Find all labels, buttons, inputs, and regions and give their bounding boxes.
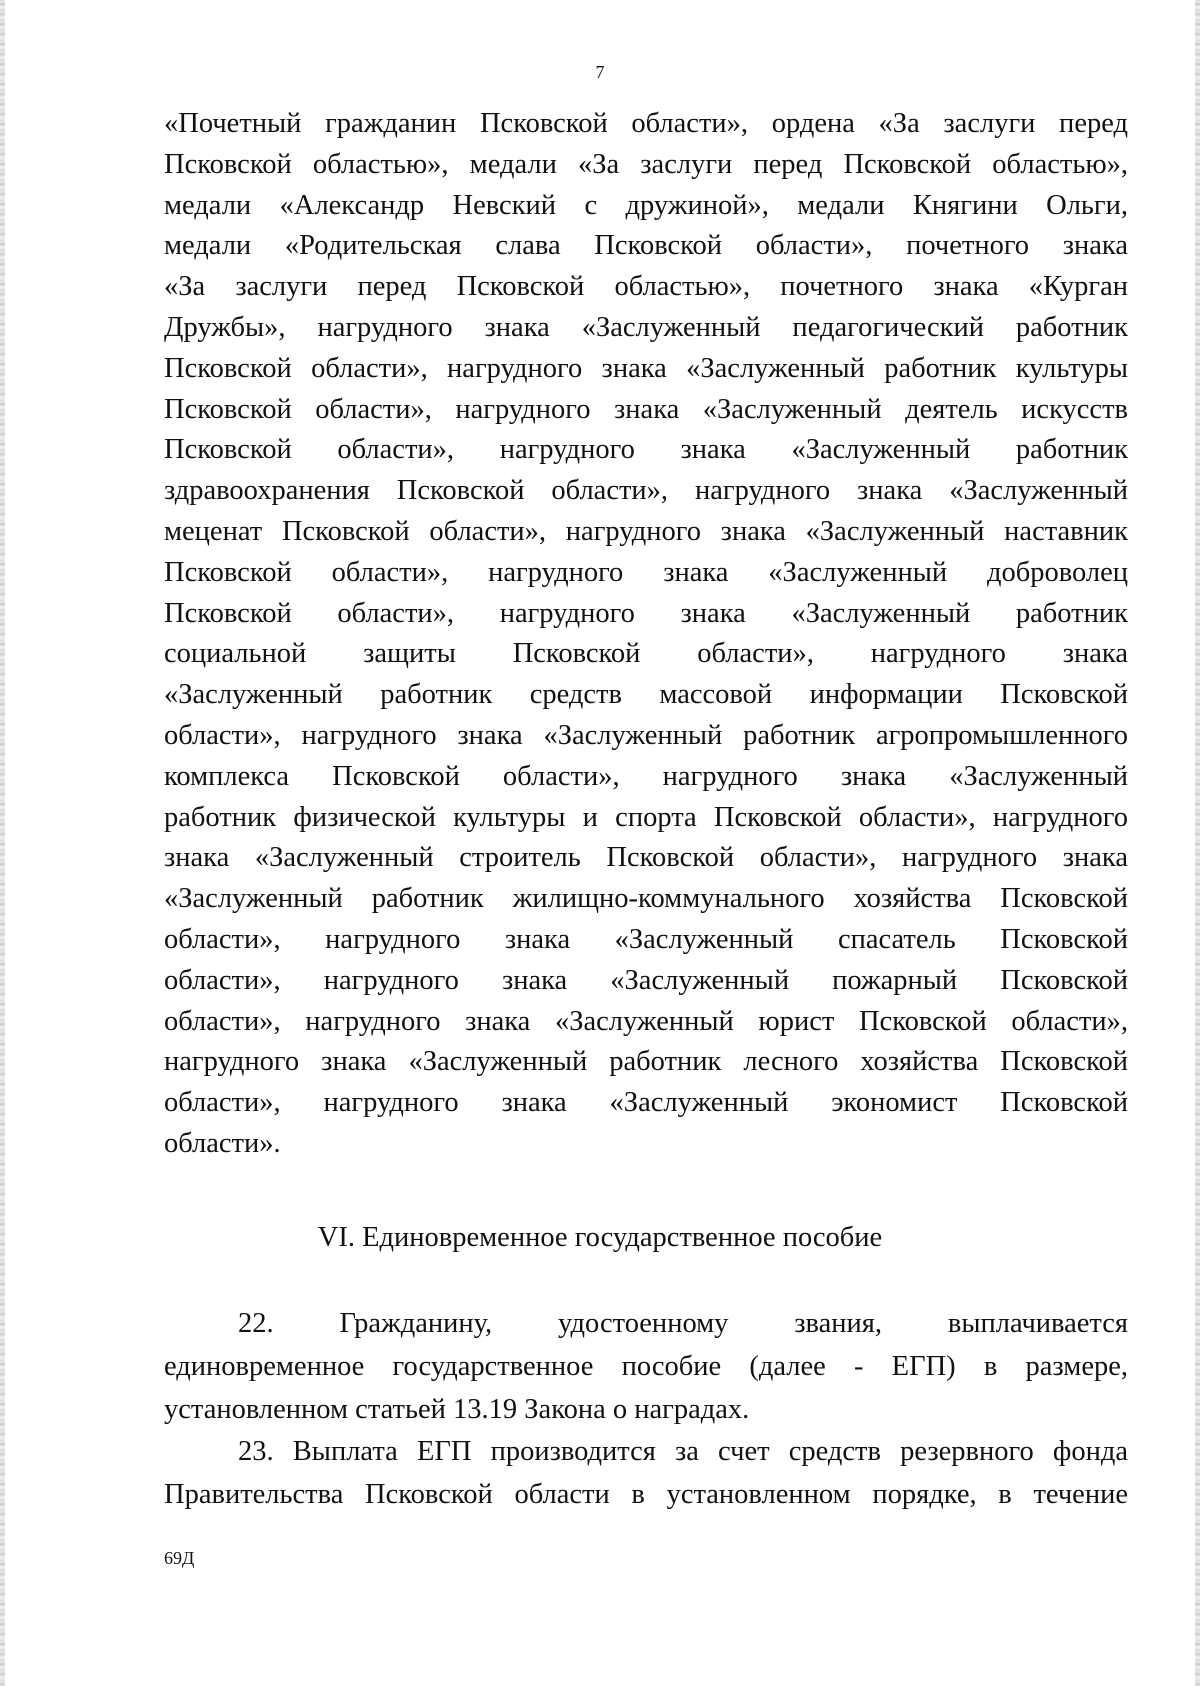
text-line: Псковской области», нагрудного знака «Заслуженный работник xyxy=(164,597,1128,629)
text-line: здравоохранения Псковской области», нагрудного знака «Заслуженный xyxy=(164,475,1128,507)
text-line: «Почетный гражданин Псковской области», ордена «За заслуги перед xyxy=(164,108,1128,139)
text-line: установленном статьей 13.19 Закона о наградах. xyxy=(164,1394,750,1425)
scan-edge-left xyxy=(0,0,5,1686)
awards-list-paragraph xyxy=(164,104,1128,1165)
text-line: «Заслуженный работник средств массовой информации Псковской xyxy=(164,679,1128,711)
text-line: области», нагрудного знака «Заслуженный юрист Псковской области», xyxy=(164,1005,1128,1037)
text-line: Псковской областью», медали «За заслуги перед Псковской областью», xyxy=(164,148,1128,180)
text-line: области», нагрудного знака «Заслуженный пожарный Псковской xyxy=(164,964,1128,996)
text-line: области», нагрудного знака «Заслуженный экономист Псковской xyxy=(164,1087,1128,1119)
text-line: знака «Заслуженный строитель Псковской области», нагрудного знака xyxy=(164,842,1128,874)
text-line: единовременное государственное пособие (далее - ЕГП) в размере, xyxy=(164,1351,1128,1382)
text-line: Псковской области», нагрудного знака «Заслуженный деятель искусств xyxy=(164,393,1128,425)
text-line: «Заслуженный работник жилищно-коммунального хозяйства Псковской xyxy=(164,883,1128,915)
text-line: области», нагрудного знака «Заслуженный работник агропромышленного xyxy=(164,719,1128,751)
text-line: комплекса Псковской области», нагрудного знака «Заслуженный xyxy=(164,760,1128,792)
document-code: 69Д xyxy=(164,1548,195,1568)
text-line: Дружбы», нагрудного знака «Заслуженный педагогический работник xyxy=(164,311,1128,343)
text-line: меценат Псковской области», нагрудного знака «Заслуженный наставник xyxy=(164,515,1128,547)
text-line: Псковской области», нагрудного знака «Заслуженный доброволец xyxy=(164,556,1128,588)
text-line: работник физической культуры и спорта Псковской области», нагрудного xyxy=(164,801,1128,833)
text-line: нагрудного знака «Заслуженный работник лесного хозяйства Псковской xyxy=(164,1046,1128,1078)
text-line: Правительства Псковской области в установленном порядке, в течение xyxy=(164,1479,1128,1510)
text-line: медали «Родительская слава Псковской области», почетного знака xyxy=(164,230,1128,262)
text-line: «За заслуги перед Псковской областью», почетного знака «Курган xyxy=(164,271,1128,303)
section-heading: VI. Единовременное государственное пособие xyxy=(317,1222,883,1253)
page-number: 7 xyxy=(595,62,605,82)
paragraph-23 xyxy=(164,1430,1128,1516)
text-line: социальной защиты Псковской области», нагрудного знака xyxy=(164,638,1128,670)
text-line: 22. Гражданину, удостоенному звания, выплачивается xyxy=(238,1308,1128,1339)
text-line: Псковской области», нагрудного знака «Заслуженный работник xyxy=(164,434,1128,466)
text-line: медали «Александр Невский с дружиной», медали Княгини Ольги, xyxy=(164,189,1128,221)
scan-edge-right xyxy=(1195,0,1200,1686)
text-line: области», нагрудного знака «Заслуженный спасатель Псковской xyxy=(164,923,1128,955)
text-line: Псковской области», нагрудного знака «Заслуженный работник культуры xyxy=(164,352,1128,384)
paragraph-22 xyxy=(164,1302,1128,1431)
text-line: области». xyxy=(164,1127,281,1159)
text-line: 23. Выплата ЕГП производится за счет средств резервного фонда xyxy=(238,1436,1128,1467)
